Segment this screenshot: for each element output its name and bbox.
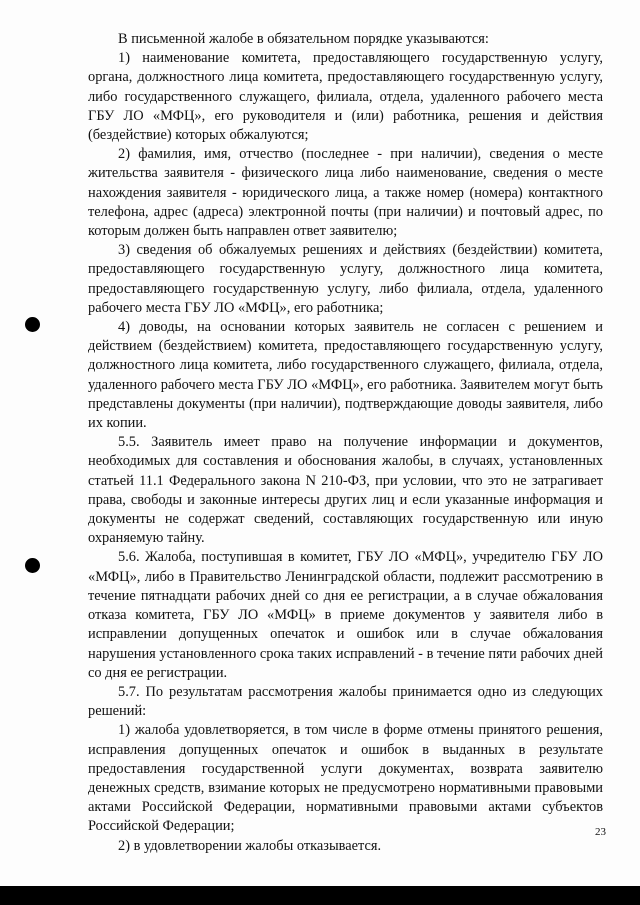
page-number: 23 [595,826,606,838]
scan-edge-bar [0,886,640,905]
paragraph-5-6: 5.6. Жалоба, поступившая в комитет, ГБУ ЛО «МФЦ», учредителю ГБУ ЛО «МФЦ», либо в Правительство Ленинградской области, подлежит рассмотрению в течение пятнадцати рабочих дней со дня ее регистрации, а в случае обжалования отказа комитета, ГБУ ЛО «МФЦ» в приеме документов у заявителя либо в исправлении допущенных опечаток и ошибок или в случае обжалования нарушения установленного срока таких исправлений - в течение пяти рабочих дней со дня ее регистрации. [88,549,603,681]
paragraph-5-7: 5.7. По результатам рассмотрения жалобы принимается одно из следующих решений: [88,683,603,720]
paragraph-intro: В письменной жалобе в обязательном порядке указываются: [118,31,489,47]
paragraph-item-2: 2) фамилия, имя, отчество (последнее - при наличии), сведения о месте жительства заявителя - физического лица либо наименование, сведения о месте нахождения заявителя - юридического лица, а также номер (номера) контактного телефона, адрес (адреса) электронной почты (при наличии) и почтовый адрес, по которым должен быть направлен ответ заявителю; [88,146,603,240]
paragraph-item-1: 1) наименование комитета, предоставляющего государственную услугу, органа, должностного лица комитета, предоставляющего государственную услугу, либо государственного служащего, филиала, отдела, удаленного рабочего места ГБУ ЛО «МФЦ», его руководителя и (или) работника, решения и действия (бездействие) которых обжалуются; [88,50,603,144]
paragraph-decision-2: 2) в удовлетворении жалобы отказывается. [118,837,382,854]
paragraph-5-5: 5.5. Заявитель имеет право на получение информации и документов, необходимых для составления и обоснования жалобы, в случаях, установленных статьей 11.1 Федерального закона N 210-ФЗ, при условии, что это не затрагивает права, свободы и законные интересы других лиц и если указанные информация и документы не содержат сведений, составляющих государственную или иную охраняемую тайну. [88,434,603,547]
punch-hole-mark [25,558,40,573]
paragraph-decision-1: 1) жалоба удовлетворяется, в том числе в форме отмены принятого решения, исправления допущенных опечаток и ошибок в выданных в результате предоставления государственной услуги документах, возврата заявителю денежных средств, взимание которых не предусмотрено нормативными правовыми актами Российской Федерации, нормативными правовыми актами субъектов Российской Федерации; [88,722,603,835]
document-body [88,30,603,856]
punch-hole-mark [25,317,40,332]
paragraph-item-3: 3) сведения об обжалуемых решениях и действиях (бездействии) комитета, предоставляющего государственную услугу, должностного лица комитета, предоставляющего государственную услугу, либо филиала, отдела, удаленного рабочего места ГБУ ЛО «МФЦ», его работника; [88,242,603,316]
paragraph-item-4: 4) доводы, на основании которых заявитель не согласен с решением и действием (бездействием) комитета, предоставляющего государственную услугу, должностного лица комитета, либо государственного служащего, филиала, отдела, удаленного рабочего места ГБУ ЛО «МФЦ», его работника. Заявителем могут быть представлены документы (при наличии), подтверждающие доводы заявителя, либо их копии. [88,319,603,432]
